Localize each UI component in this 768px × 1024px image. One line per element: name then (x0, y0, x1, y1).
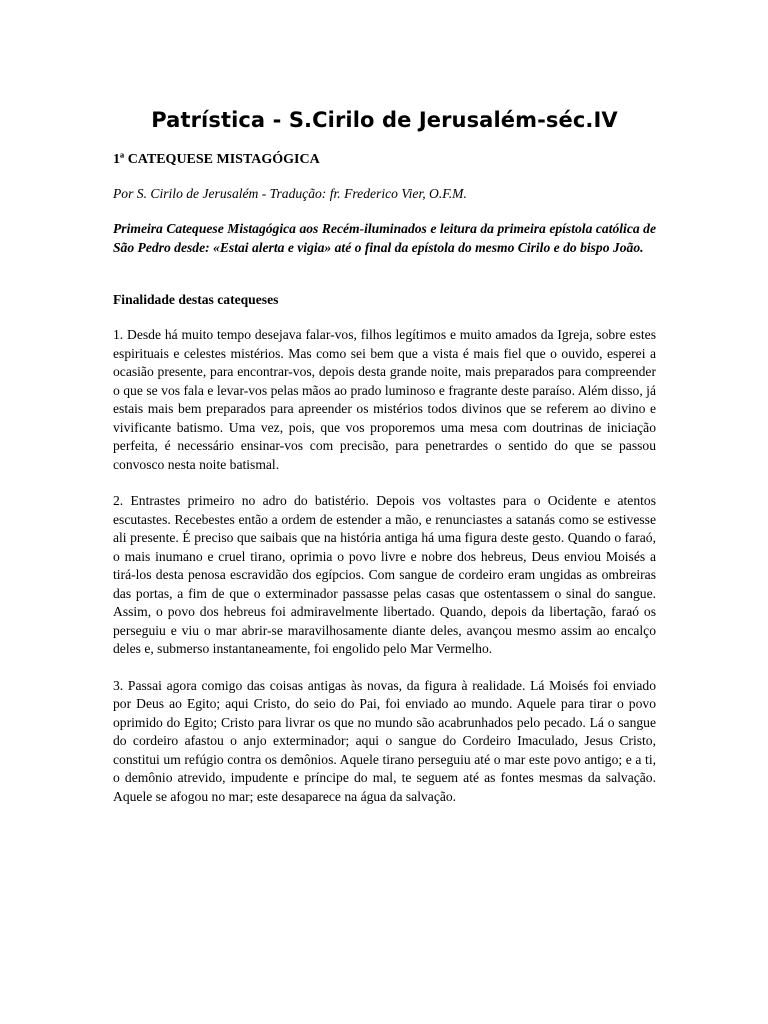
paragraph-2: 2. Entrastes primeiro no adro do batistério. Depois vos voltastes para o Ocidente e atentos escutastes. Recebestes então a ordem de estender a mão, e renunciastes a satanás como se estivesse ali presente. É preciso que saibais que na história antiga há uma figura deste gesto. Quando o faraó, o mais inumano e cruel tirano, oprimia o povo livre e nobre dos hebreus, Deus enviou Moisés a tirá-los desta penosa escravidão dos egípcios. Com sangue de cordeiro eram ungidas as ombreiras das portas, a fim de que o exterminador passasse pelas casas que ostentassem o sinal do sangue. Assim, o povo dos hebreus foi admiravelmente libertado. Quando, depois da libertação, faraó os perseguiu e viu o mar abrir-se maravilhosamente diante deles, avançou mesmo assim ao encalço deles e, submerso instantaneamente, foi engolido pelo Mar Vermelho. (113, 493, 656, 656)
document-title: Patrística - S.Cirilo de Jerusalém-séc.IV (151, 108, 618, 132)
paragraph-3: 3. Passai agora comigo das coisas antigas às novas, da figura à realidade. Lá Moisés foi enviado por Deus ao Egito; aqui Cristo, do seio do Pai, foi enviado ao mundo. Aquele para tirar o povo oprimido do Egito; Cristo para livrar os que no mundo são acabrunhados pelo pecado. Lá o sangue do cordeiro afastou o anjo exterminador; aqui o sangue do Cordeiro Imaculado, Jesus Cristo, constitui um refúgio contra os demônios. Aquele tirano perseguiu até o mar este povo antigo; e a ti, o demônio atrevido, impudente e príncipe do mal, te seguem até as fontes mesmas da salvação. Aquele se afogou no mar; este desaparece na água da salvação. (113, 677, 656, 804)
paragraph-1: 1. Desde há muito tempo desejava falar-vos, filhos legítimos e muito amados da Igreja, sobre estes espirituais e celestes mistérios. Mas como sei bem que a vista é mais fiel que o ouvido, esperei a ocasião presente, para encontrar-vos, depois desta grande noite, mais preparados para compreender o que se vos fala e levar-vos pelas mãos ao prado luminoso e fragrante deste paraíso. Além disso, já estais mais bem preparados para apreender os mistérios todos divinos que se referem ao divino e vivificante batismo. Uma vez, pois, que vos proporemos uma mesa com doutrinas de iniciação perfeita, é necessário ensinar-vos com precisão, para penetrardes o sentido do que se passou convosco nesta noite batismal. (113, 327, 656, 472)
section-heading: Finalidade destas catequeses (113, 292, 279, 307)
author-line: Por S. Cirilo de Jerusalém - Tradução: fr. Frederico Vier, O.F.M. (113, 186, 467, 201)
intro-paragraph: Primeira Catequese Mistagógica aos Recém-iluminados e leitura da primeira epístola católica de São Pedro desde: «Estai alerta e vigia» até o final da epístola do mesmo Cirilo e do bispo João. (113, 221, 656, 255)
document-subtitle: 1ª CATEQUESE MISTAGÓGICA (113, 152, 320, 167)
